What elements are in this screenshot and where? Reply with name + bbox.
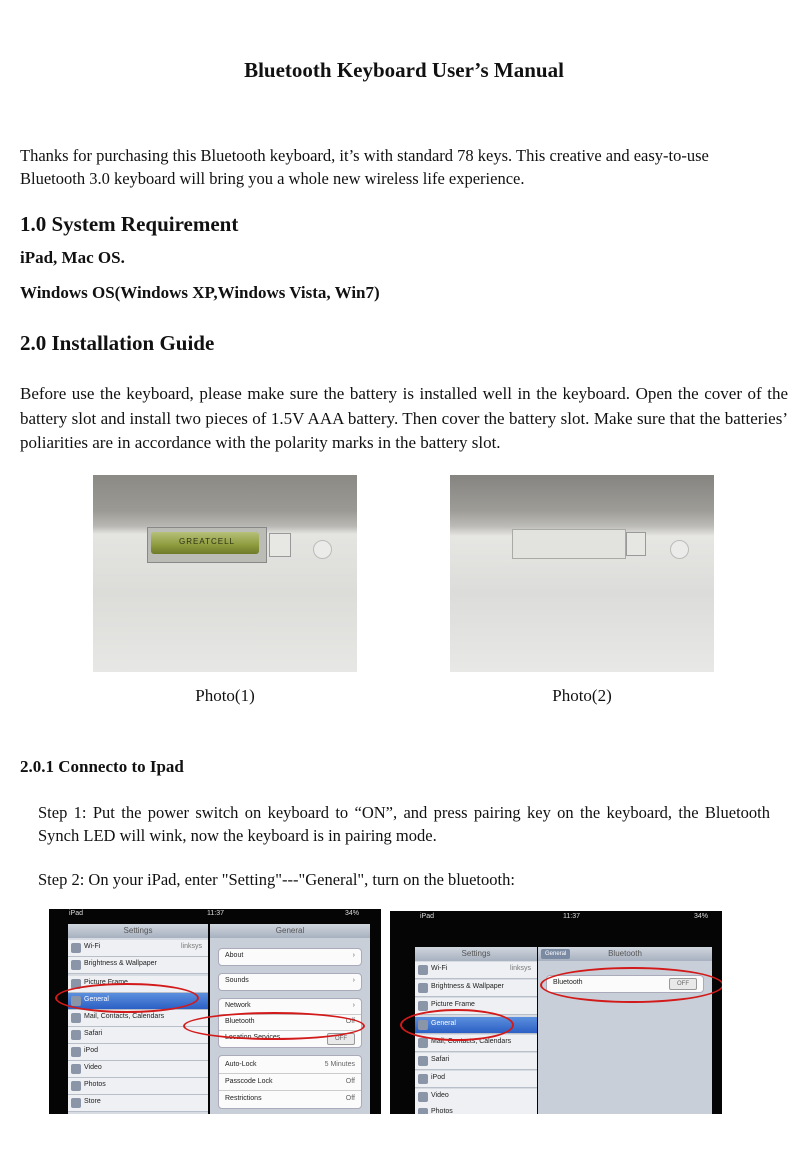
general-title: General bbox=[210, 924, 370, 938]
ipod-icon bbox=[71, 1047, 81, 1057]
brightness-icon bbox=[71, 960, 81, 970]
highlight-general-ellipse bbox=[400, 1009, 514, 1041]
ipod-icon bbox=[418, 1074, 428, 1084]
menu-item-photos[interactable]: Photos bbox=[415, 1105, 537, 1114]
section-heading-connect-ipad: 2.0.1 Connecto to Ipad bbox=[20, 757, 184, 776]
video-icon bbox=[418, 1092, 428, 1102]
settings-menu-panel bbox=[68, 924, 208, 1114]
settings-title: Settings bbox=[415, 947, 537, 961]
safari-icon bbox=[418, 1056, 428, 1066]
bluetooth-row[interactable]: Bluetooth OFF bbox=[547, 976, 703, 991]
status-device: iPad bbox=[69, 910, 84, 917]
mail-icon bbox=[71, 1013, 81, 1023]
menu-item-mail[interactable]: Mail, Contacts, Calendars bbox=[68, 1010, 208, 1027]
highlight-general-ellipse bbox=[55, 983, 199, 1013]
ipad-bluetooth-settings-screenshot bbox=[390, 911, 722, 1114]
menu-item-video[interactable]: Video bbox=[415, 1089, 537, 1106]
menu-item-picture-frame[interactable]: Picture Frame bbox=[415, 998, 537, 1015]
menu-item-ipod[interactable]: iPod bbox=[415, 1071, 537, 1088]
settings-title: Settings bbox=[68, 924, 208, 938]
status-time: 11:37 bbox=[207, 910, 224, 917]
photo1-caption: Photo(1) bbox=[195, 686, 255, 705]
photos-icon bbox=[71, 1081, 81, 1091]
store-icon bbox=[71, 1098, 81, 1108]
menu-item-photos[interactable]: Photos bbox=[68, 1078, 208, 1095]
menu-item-wifi[interactable]: Wi-Fi linksys bbox=[415, 962, 537, 979]
status-time: 11:37 bbox=[563, 913, 580, 920]
about-row[interactable]: About › bbox=[225, 952, 355, 959]
restrictions-row[interactable]: Restrictions Off bbox=[225, 1095, 355, 1102]
battery-installed-photo bbox=[93, 475, 357, 672]
intro-paragraph: Thanks for purchasing this Bluetooth keyboard, it’s with standard 78 keys. This creative and easy-to-use Bluetooth 3.0 keyboard will bring you a whole new wireless life experience. bbox=[20, 146, 709, 188]
battery-cover-closed-photo bbox=[450, 475, 714, 672]
wifi-icon bbox=[418, 965, 428, 975]
back-button-general[interactable]: General bbox=[541, 949, 570, 959]
status-battery: 34% bbox=[344, 910, 359, 917]
highlight-bluetooth-ellipse bbox=[183, 1012, 365, 1040]
status-device: iPad bbox=[420, 913, 435, 920]
location-services-row[interactable]: Location Services OFF bbox=[219, 1031, 361, 1046]
bluetooth-toggle[interactable]: OFF bbox=[669, 978, 697, 990]
passcode-lock-row[interactable]: Passcode Lock Off bbox=[219, 1075, 361, 1091]
section-heading-installation-guide: 2.0 Installation Guide bbox=[20, 331, 215, 355]
battery-label: GREATCELL bbox=[179, 537, 235, 546]
step2-text: Step 2: On your iPad, enter "Setting"---"General", turn on the bluetooth: bbox=[38, 870, 515, 889]
wifi-icon bbox=[71, 943, 81, 953]
about-card bbox=[218, 948, 362, 966]
requirement-line-windows: Windows OS(Windows XP,Windows Vista, Win7) bbox=[20, 283, 380, 302]
picture-frame-icon bbox=[418, 1001, 428, 1011]
brightness-icon bbox=[418, 983, 428, 993]
menu-item-safari[interactable]: Safari bbox=[415, 1053, 537, 1070]
photo2-caption: Photo(2) bbox=[552, 686, 612, 705]
menu-item-mail[interactable]: Mail, Contacts, Calendars bbox=[415, 1035, 537, 1052]
document-title: Bluetooth Keyboard User’s Manual bbox=[244, 58, 564, 82]
installation-paragraph: Before use the keyboard, please make sure the battery is installed well in the keyboard. Open the cover of the battery slot and install two pieces of 1.5V AAA battery. Then cover the battery slot. Make sure that the batteries’ poliarities are in accordance with the polarity marks in the battery slot. bbox=[20, 384, 788, 452]
step1-text: Step 1: Put the power switch on keyboard to “ON”, and press pairing key on the keyboard, the Bluetooth Synch LED will wink, now the keyboard is in pairing mode. bbox=[38, 803, 770, 845]
highlight-bluetooth-ellipse bbox=[540, 967, 722, 1003]
menu-item-brightness[interactable]: Brightness & Wallpaper bbox=[68, 957, 208, 974]
section-heading-system-requirement: 1.0 System Requirement bbox=[20, 212, 239, 236]
bluetooth-row[interactable]: Bluetooth Off bbox=[219, 1015, 361, 1031]
safari-icon bbox=[71, 1030, 81, 1040]
network-row[interactable]: Network › bbox=[219, 999, 361, 1015]
menu-item-store[interactable]: Store bbox=[68, 1095, 208, 1112]
location-toggle[interactable]: OFF bbox=[327, 1033, 355, 1045]
video-icon bbox=[71, 1064, 81, 1074]
mail-icon bbox=[418, 1038, 428, 1048]
sounds-card bbox=[218, 973, 362, 991]
photos-icon bbox=[418, 1108, 428, 1114]
menu-item-brightness[interactable]: Brightness & Wallpaper bbox=[415, 980, 537, 997]
menu-item-general[interactable]: General bbox=[68, 993, 208, 1010]
menu-item-picture-frame[interactable]: Picture Frame bbox=[68, 976, 208, 993]
menu-item-general[interactable]: General bbox=[415, 1017, 537, 1034]
menu-item-ipod[interactable]: iPod bbox=[68, 1044, 208, 1061]
status-battery: 34% bbox=[693, 913, 708, 920]
requirement-line-ipad-mac: iPad, Mac OS. bbox=[20, 248, 125, 267]
lock-card bbox=[218, 1055, 362, 1109]
menu-item-wifi[interactable]: Wi-Fi linksys bbox=[68, 940, 208, 957]
menu-item-video[interactable]: Video bbox=[68, 1061, 208, 1078]
ipad-general-settings-screenshot bbox=[49, 909, 381, 1114]
sounds-row[interactable]: Sounds › bbox=[225, 977, 355, 984]
menu-item-safari[interactable]: Safari bbox=[68, 1027, 208, 1044]
auto-lock-row[interactable]: Auto-Lock 5 Minutes bbox=[219, 1058, 361, 1074]
bluetooth-title: Bluetooth bbox=[538, 947, 712, 961]
